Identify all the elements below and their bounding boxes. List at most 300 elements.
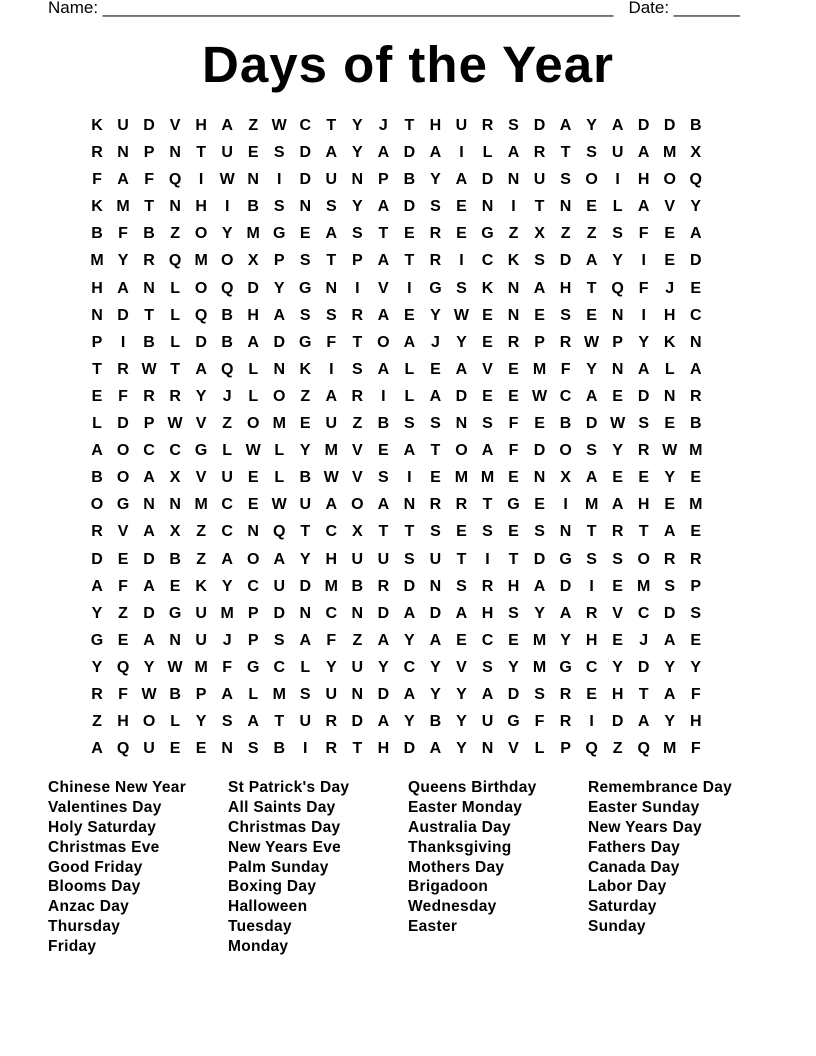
grid-letter: S xyxy=(456,577,467,595)
grid-letter: R xyxy=(481,577,494,595)
grid-letter: E xyxy=(299,415,311,433)
grid-letter: R xyxy=(533,144,546,162)
grid-letter: K xyxy=(481,279,494,297)
grid-letter: E xyxy=(91,387,103,405)
grid-letter: F xyxy=(534,713,545,731)
grid-letter: F xyxy=(690,740,701,758)
grid-letter: O xyxy=(246,415,260,433)
grid-letter: O xyxy=(377,333,390,351)
grid-letter: U xyxy=(117,117,129,134)
grid-letter: F xyxy=(508,442,519,460)
grid-letter: R xyxy=(559,713,572,731)
grid-letter: S xyxy=(221,713,233,731)
grid-letter: D xyxy=(481,171,494,189)
grid-letter: G xyxy=(194,442,208,460)
grid-letter: D xyxy=(507,685,520,703)
word-list-item: Halloween xyxy=(228,898,308,916)
grid-letter: K xyxy=(663,333,676,351)
grid-letter: Y xyxy=(456,333,467,351)
grid-letter: E xyxy=(247,469,259,487)
grid-letter: T xyxy=(92,360,102,378)
grid-letter: X xyxy=(247,252,259,270)
grid-letter: B xyxy=(91,225,103,243)
grid-letter: E xyxy=(456,631,467,649)
grid-letter: W xyxy=(610,415,626,433)
grid-letter: U xyxy=(195,604,207,622)
grid-letter: U xyxy=(325,171,338,189)
grid-letter: A xyxy=(299,631,312,649)
grid-letter: H xyxy=(689,713,702,731)
grid-letter: A xyxy=(117,171,129,189)
grid-letter: T xyxy=(638,685,649,703)
grid-letter: S xyxy=(508,117,519,134)
grid-letter: C xyxy=(273,658,286,676)
grid-letter: A xyxy=(637,144,650,162)
grid-letter: M xyxy=(532,658,547,676)
grid-letter: E xyxy=(169,577,181,595)
grid-letter: S xyxy=(508,604,519,622)
grid-letter: E xyxy=(430,469,441,487)
grid-letter: D xyxy=(273,604,286,622)
grid-letter: X xyxy=(560,469,571,487)
grid-letter: Z xyxy=(196,523,207,541)
grid-letter: C xyxy=(585,658,598,676)
grid-letter: Y xyxy=(586,360,597,378)
grid-letter: U xyxy=(351,550,364,568)
grid-letter: W xyxy=(271,496,287,514)
grid-letter: E xyxy=(690,631,702,649)
grid-letter: S xyxy=(299,252,311,270)
grid-letter: L xyxy=(482,144,493,162)
grid-letter: P xyxy=(378,171,389,189)
grid-letter: D xyxy=(559,577,572,595)
grid-letter: R xyxy=(91,685,103,703)
grid-letter: U xyxy=(299,713,312,731)
grid-letter: Y xyxy=(456,740,467,758)
grid-letter: C xyxy=(221,496,233,514)
grid-letter: B xyxy=(169,685,181,703)
grid-letter: W xyxy=(662,442,678,460)
grid-letter: Y xyxy=(404,713,415,731)
grid-letter: D xyxy=(143,604,155,622)
word-list-item: Canada Day xyxy=(588,858,680,876)
grid-letter: D xyxy=(273,333,286,351)
grid-letter: W xyxy=(323,469,339,487)
grid-letter: A xyxy=(429,387,442,405)
grid-letter: N xyxy=(273,360,286,378)
grid-letter: A xyxy=(689,360,702,378)
grid-letter: H xyxy=(429,117,442,134)
grid-letter: T xyxy=(170,360,180,378)
grid-letter: S xyxy=(404,550,415,568)
grid-letter: Y xyxy=(456,713,467,731)
grid-letter: E xyxy=(195,740,207,758)
grid-letter: L xyxy=(404,387,415,405)
grid-letter: N xyxy=(143,496,155,514)
grid-letter: I xyxy=(615,171,620,189)
grid-letter: P xyxy=(273,252,285,270)
grid-letter: F xyxy=(638,225,649,243)
grid-letter: E xyxy=(586,198,597,216)
grid-letter: Y xyxy=(612,442,623,460)
grid-letter: P xyxy=(534,333,545,351)
grid-letter: Y xyxy=(273,279,285,297)
grid-letter: N xyxy=(507,279,520,297)
grid-letter: J xyxy=(222,387,232,405)
grid-letter: Q xyxy=(689,171,702,189)
grid-letter: C xyxy=(143,442,155,460)
grid-letter: T xyxy=(300,523,311,541)
grid-letter: A xyxy=(403,604,416,622)
word-list-item: Anzac Day xyxy=(48,898,130,916)
grid-letter: H xyxy=(637,496,650,514)
grid-letter: A xyxy=(325,144,338,162)
grid-letter: V xyxy=(482,360,493,378)
grid-letter: J xyxy=(639,631,649,649)
grid-letter: N xyxy=(351,685,364,703)
grid-letter: R xyxy=(325,713,338,731)
grid-letter: Y xyxy=(378,658,389,676)
grid-letter: A xyxy=(559,604,572,622)
grid-letter: E xyxy=(430,360,441,378)
grid-letter: A xyxy=(377,144,390,162)
grid-letter: N xyxy=(507,306,520,324)
grid-letter: A xyxy=(91,740,103,758)
grid-letter: D xyxy=(117,306,129,324)
grid-letter: D xyxy=(351,713,364,731)
grid-letter: B xyxy=(299,469,312,487)
grid-letter: A xyxy=(481,442,494,460)
grid-letter: O xyxy=(220,252,234,270)
grid-letter: D xyxy=(533,117,546,134)
grid-letter: V xyxy=(378,279,389,297)
grid-letter: R xyxy=(429,252,442,270)
grid-letter: S xyxy=(664,577,676,595)
grid-letter: E xyxy=(690,469,702,487)
grid-letter: A xyxy=(377,198,390,216)
grid-letter: Y xyxy=(612,252,623,270)
grid-letter: N xyxy=(429,577,442,595)
grid-letter: U xyxy=(455,117,468,134)
grid-letter: R xyxy=(143,252,155,270)
grid-letter: D xyxy=(429,604,442,622)
grid-letter: Q xyxy=(168,171,182,189)
grid-letter: C xyxy=(325,604,338,622)
grid-letter: Q xyxy=(168,252,182,270)
grid-letter: A xyxy=(377,306,390,324)
grid-letter: E xyxy=(534,306,545,324)
grid-letter: L xyxy=(300,658,311,676)
grid-letter: T xyxy=(352,333,363,351)
grid-letter: D xyxy=(637,387,650,405)
grid-letter: O xyxy=(194,225,208,243)
grid-letter: I xyxy=(329,360,334,378)
grid-letter: W xyxy=(167,415,183,433)
grid-letter: B xyxy=(351,577,364,595)
grid-letter: N xyxy=(143,279,155,297)
grid-letter: W xyxy=(271,117,287,134)
grid-letter: I xyxy=(407,279,412,297)
grid-letter: U xyxy=(611,144,624,162)
grid-letter: Y xyxy=(299,550,311,568)
grid-letter: P xyxy=(247,631,259,649)
grid-letter: F xyxy=(508,415,519,433)
grid-letter: Y xyxy=(351,117,363,134)
word-list-item: Blooms Day xyxy=(48,878,141,896)
grid-letter: E xyxy=(664,415,676,433)
grid-letter: M xyxy=(324,577,338,595)
grid-letter: N xyxy=(325,279,338,297)
grid-letter: I xyxy=(563,496,568,514)
grid-letter: A xyxy=(195,360,207,378)
grid-letter: E xyxy=(508,387,519,405)
grid-letter: N xyxy=(351,604,364,622)
grid-letter: L xyxy=(404,360,415,378)
grid-letter: T xyxy=(404,117,415,134)
grid-letter: S xyxy=(351,360,363,378)
grid-letter: S xyxy=(612,550,623,568)
grid-letter: Y xyxy=(404,631,415,649)
grid-letter: X xyxy=(534,225,545,243)
grid-letter: Y xyxy=(612,658,623,676)
grid-letter: Y xyxy=(117,252,129,270)
grid-letter: E xyxy=(169,740,181,758)
grid-letter: Y xyxy=(638,333,649,351)
word-list-item: Easter Sunday xyxy=(588,798,700,816)
grid-letter: D xyxy=(299,171,312,189)
grid-letter: B xyxy=(169,550,181,568)
grid-letter: G xyxy=(559,550,572,568)
grid-letter: I xyxy=(485,550,490,568)
grid-letter: U xyxy=(377,550,390,568)
grid-letter: T xyxy=(482,496,493,514)
grid-letter: R xyxy=(143,387,155,405)
grid-letter: P xyxy=(612,333,623,351)
grid-letter: I xyxy=(303,740,308,758)
grid-letter: B xyxy=(221,306,233,324)
grid-letter: S xyxy=(456,279,467,297)
grid-letter: X xyxy=(351,523,363,541)
grid-letter: R xyxy=(351,387,364,405)
grid-letter: Y xyxy=(195,713,207,731)
grid-letter: S xyxy=(482,658,493,676)
word-list-item: Monday xyxy=(228,938,289,956)
grid-letter: O xyxy=(246,550,260,568)
grid-letter: Z xyxy=(352,631,363,649)
grid-letter: E xyxy=(612,469,623,487)
grid-letter: F xyxy=(144,171,154,189)
grid-letter: E xyxy=(404,306,415,324)
word-list-item: New Years Eve xyxy=(228,838,342,856)
grid-letter: A xyxy=(377,252,390,270)
grid-letter: A xyxy=(637,198,650,216)
grid-letter: E xyxy=(612,387,623,405)
grid-letter: U xyxy=(221,144,233,162)
grid-letter: M xyxy=(532,360,547,378)
grid-letter: B xyxy=(91,469,103,487)
grid-letter: S xyxy=(378,469,389,487)
grid-letter: Z xyxy=(118,604,128,622)
grid-letter: N xyxy=(169,631,181,649)
grid-letter: O xyxy=(637,550,650,568)
grid-letter: F xyxy=(118,225,128,243)
grid-letter: N xyxy=(247,171,259,189)
grid-letter: M xyxy=(194,252,208,270)
grid-letter: S xyxy=(586,442,597,460)
grid-letter: E xyxy=(456,198,467,216)
grid-letter: I xyxy=(277,171,282,189)
word-list-item: Fathers Day xyxy=(588,838,681,856)
grid-letter: Y xyxy=(351,144,363,162)
word-list-item: Australia Day xyxy=(408,818,511,836)
grid-letter: O xyxy=(585,171,598,189)
grid-letter: M xyxy=(272,415,286,433)
grid-letter: Z xyxy=(248,117,259,134)
word-list-item: Mothers Day xyxy=(408,858,505,876)
grid-letter: P xyxy=(91,333,103,351)
grid-letter: L xyxy=(170,333,180,351)
grid-letter: Y xyxy=(508,658,519,676)
grid-letter: S xyxy=(430,415,441,433)
grid-letter: O xyxy=(90,496,104,514)
grid-letter: P xyxy=(247,604,259,622)
grid-letter: A xyxy=(611,117,624,134)
grid-letter: A xyxy=(325,387,338,405)
date-field-label: Date: _______ xyxy=(628,0,740,17)
grid-letter: L xyxy=(170,713,180,731)
grid-letter: K xyxy=(299,360,312,378)
grid-letter: W xyxy=(219,171,235,189)
grid-letter: L xyxy=(664,360,675,378)
grid-letter: H xyxy=(559,279,572,297)
grid-letter: A xyxy=(325,496,338,514)
grid-letter: Y xyxy=(534,604,545,622)
grid-letter: R xyxy=(455,496,468,514)
grid-letter: E xyxy=(638,469,649,487)
grid-letter: D xyxy=(585,415,598,433)
grid-letter: H xyxy=(325,550,338,568)
grid-letter: A xyxy=(117,279,129,297)
grid-letter: P xyxy=(143,144,155,162)
grid-letter: L xyxy=(170,306,180,324)
grid-letter: E xyxy=(482,387,493,405)
grid-letter: E xyxy=(117,631,129,649)
grid-letter: D xyxy=(195,333,207,351)
grid-letter: D xyxy=(143,550,155,568)
grid-letter: L xyxy=(274,442,285,460)
grid-letter: A xyxy=(221,550,233,568)
grid-letter: E xyxy=(508,631,519,649)
grid-letter: M xyxy=(454,469,469,487)
grid-letter: A xyxy=(689,225,702,243)
grid-letter: C xyxy=(559,387,572,405)
grid-letter: F xyxy=(118,577,128,595)
grid-letter: H xyxy=(195,198,207,216)
grid-letter: A xyxy=(143,469,155,487)
grid-letter: B xyxy=(559,415,572,433)
word-list-item: Queens Birthday xyxy=(408,779,537,796)
grid-letter: J xyxy=(665,279,675,297)
grid-letter: Y xyxy=(351,198,363,216)
grid-letter: E xyxy=(586,685,597,703)
grid-letter: S xyxy=(430,523,441,541)
grid-letter: Z xyxy=(196,550,207,568)
grid-letter: N xyxy=(533,469,546,487)
grid-letter: A xyxy=(585,469,598,487)
grid-letter: H xyxy=(585,631,598,649)
word-list-item: Saturday xyxy=(588,898,657,916)
grid-letter: R xyxy=(91,523,103,541)
grid-letter: S xyxy=(482,415,493,433)
grid-letter: S xyxy=(560,306,571,324)
grid-letter: Y xyxy=(664,713,676,731)
grid-letter: N xyxy=(91,306,103,324)
grid-letter: B xyxy=(403,171,416,189)
grid-letter: M xyxy=(194,658,208,676)
grid-letter: R xyxy=(585,604,598,622)
grid-letter: U xyxy=(143,740,155,758)
grid-letter: Y xyxy=(91,604,103,622)
grid-letter: E xyxy=(690,279,702,297)
name-field-label: Name: ______________________________________________________ xyxy=(48,0,614,17)
grid-letter: O xyxy=(351,496,364,514)
grid-letter: N xyxy=(169,198,181,216)
grid-letter: J xyxy=(430,333,440,351)
grid-letter: T xyxy=(534,198,545,216)
grid-letter: N xyxy=(299,198,312,216)
grid-letter: J xyxy=(378,117,388,134)
grid-letter: A xyxy=(403,442,416,460)
grid-letter: W xyxy=(141,360,157,378)
grid-letter: A xyxy=(247,333,259,351)
grid-letter: E xyxy=(508,469,519,487)
grid-letter: V xyxy=(117,523,129,541)
word-list-item: Labor Day xyxy=(588,878,667,896)
grid-letter: P xyxy=(560,740,571,758)
grid-letter: T xyxy=(352,740,363,758)
grid-letter: D xyxy=(143,117,155,134)
grid-letter: A xyxy=(585,252,598,270)
grid-letter: H xyxy=(663,306,676,324)
grid-letter: A xyxy=(221,117,233,134)
word-list xyxy=(48,778,768,957)
grid-letter: A xyxy=(637,360,650,378)
grid-letter: M xyxy=(584,496,599,514)
grid-letter: C xyxy=(169,442,181,460)
grid-letter: B xyxy=(429,713,442,731)
word-list-item: St Patrick's Day xyxy=(228,779,350,796)
grid-letter: U xyxy=(299,496,312,514)
grid-letter: E xyxy=(690,523,702,541)
grid-letter: C xyxy=(637,604,650,622)
grid-letter: D xyxy=(403,144,416,162)
grid-letter: R xyxy=(663,550,676,568)
grid-letter: Q xyxy=(116,740,130,758)
grid-letter: M xyxy=(663,144,677,162)
grid-letter: X xyxy=(169,469,181,487)
grid-letter: Q xyxy=(116,658,130,676)
grid-letter: D xyxy=(637,117,650,134)
grid-letter: L xyxy=(248,685,259,703)
grid-letter: Q xyxy=(220,279,234,297)
grid-letter: H xyxy=(117,713,129,731)
grid-letter: C xyxy=(299,117,312,134)
word-list-item: Brigadoon xyxy=(408,878,489,896)
grid-letter: A xyxy=(663,631,676,649)
grid-letter: T xyxy=(326,252,337,270)
grid-letter: G xyxy=(429,279,442,297)
grid-letter: O xyxy=(194,279,208,297)
